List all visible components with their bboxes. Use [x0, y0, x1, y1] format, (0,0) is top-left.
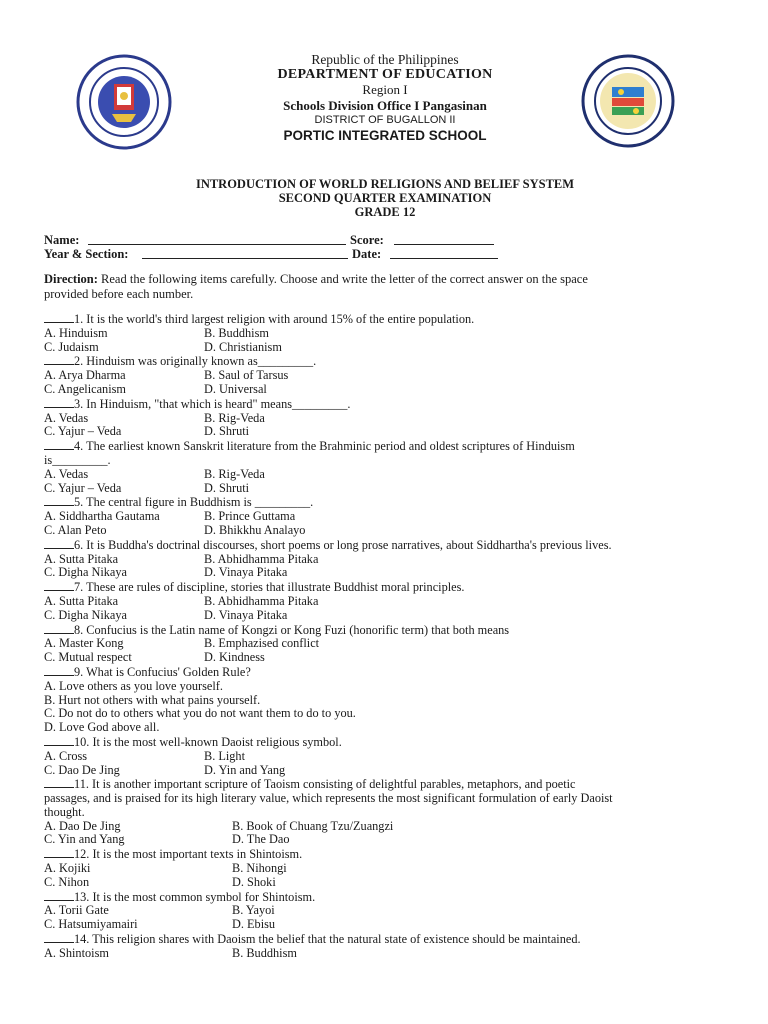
answer-option: C. Digha Nikaya — [44, 565, 127, 580]
answer-option: B. Yayoi — [232, 903, 275, 918]
deped-seal-icon — [76, 54, 172, 150]
question-item — [44, 312, 614, 354]
option-row — [44, 510, 614, 524]
question-item — [44, 439, 614, 495]
option-row — [44, 750, 614, 764]
score-label: Score: — [350, 233, 384, 247]
question-item — [44, 397, 614, 439]
question-text — [44, 665, 614, 680]
answer-option: B. Saul of Tarsus — [204, 368, 289, 383]
question-text — [44, 580, 614, 595]
question-item — [44, 623, 614, 665]
question-stem: 9. What is Confucius' Golden Rule? — [74, 664, 251, 679]
answer-option: C. Angelicanism — [44, 381, 126, 396]
answer-option: A. Kojiki — [44, 861, 91, 876]
option-row — [44, 468, 614, 482]
question-item — [44, 735, 614, 777]
answer-option: D. Ebisu — [232, 917, 276, 932]
date-field[interactable] — [390, 247, 498, 259]
question-text — [44, 777, 614, 819]
option-row — [44, 566, 614, 580]
question-stem: 11. It is another important scripture of Taoism consisting of delightful parables, metaphors, and poetic passages, and is praised for its high literary value, which represents the most significant formulation of early Daoist thought. — [44, 777, 613, 819]
question-stem: 14. This religion shares with Daoism the belief that the natural state of existence should be maintained. — [74, 932, 581, 947]
answer-option: D. Shruti — [204, 424, 250, 439]
answer-option: C. Dao De Jing — [44, 762, 120, 777]
option-row — [44, 833, 614, 847]
name-score-row — [44, 233, 564, 247]
option-row — [44, 383, 614, 397]
option-row — [44, 482, 614, 496]
answer-option: B. Prince Guttama — [204, 509, 296, 524]
answer-option: A. Sutta Pitaka — [44, 551, 119, 566]
option-row — [44, 947, 614, 961]
answer-option: D. Christianism — [204, 339, 282, 354]
question-text — [44, 847, 614, 862]
question-item — [44, 354, 614, 396]
question-stem: 8. Confucius is the Latin name of Kongzi or Kong Fuzi (honorific term) that both means — [74, 622, 510, 637]
option-row — [44, 524, 614, 538]
answer-option: B. Abhidhamma Pitaka — [204, 593, 319, 608]
question-text — [44, 735, 614, 750]
question-text — [44, 623, 614, 638]
option-row — [44, 341, 614, 355]
option-row — [44, 609, 614, 623]
question-text — [44, 354, 614, 369]
exam-subtitle: SECOND QUARTER EXAMINATION — [278, 191, 492, 205]
answer-option: B. Light — [204, 748, 245, 763]
exam-title: INTRODUCTION OF WORLD RELIGIONS AND BELIEF SYSTEM — [195, 177, 575, 191]
direction-paragraph — [44, 272, 604, 302]
answer-option: A. Vedas — [44, 466, 89, 481]
question-stem: 13. It is the most common symbol for Shintoism. — [74, 889, 316, 904]
answer-option: C. Alan Peto — [44, 522, 107, 537]
answer-option: D. The Dao — [232, 832, 290, 847]
answer-option: A. Cross — [44, 748, 88, 763]
answer-option: B. Nihongi — [232, 861, 287, 876]
answer-option: D. Kindness — [204, 650, 265, 665]
direction-text: Read the following items carefully. Choose and write the letter of the correct answer on the space provided before each number. — [44, 272, 588, 301]
answer-blank[interactable] — [44, 439, 74, 450]
answer-option: B. Hurt not others with what pains yourself. — [44, 692, 261, 707]
answer-option: B. Rig-Veda — [204, 466, 265, 481]
option-row — [44, 595, 614, 609]
question-stem: 3. In Hinduism, "that which is heard" means_________. — [74, 396, 351, 411]
answer-option: D. Universal — [204, 381, 267, 396]
answer-blank[interactable] — [44, 665, 74, 676]
division-office-line: Schools Division Office I Pangasinan — [283, 98, 487, 113]
answer-option: A. Siddhartha Gautama — [44, 509, 160, 524]
answer-option: A. Dao De Jing — [44, 818, 121, 833]
year-section-label: Year & Section: — [44, 247, 129, 261]
answer-blank[interactable] — [44, 932, 74, 943]
question-item — [44, 495, 614, 537]
answer-option: B. Buddhism — [204, 325, 269, 340]
answer-option: A. Hinduism — [44, 325, 108, 340]
answer-blank[interactable] — [44, 580, 74, 591]
answer-option: D. Bhikkhu Analayo — [204, 522, 306, 537]
department-line: DEPARTMENT OF EDUCATION — [277, 67, 493, 82]
question-item — [44, 932, 614, 961]
answer-blank[interactable] — [44, 890, 74, 901]
answer-blank[interactable] — [44, 735, 74, 746]
answer-option: C. Yajur – Veda — [44, 424, 122, 439]
answer-blank[interactable] — [44, 777, 74, 788]
grade-level: GRADE 12 — [354, 205, 416, 219]
option-row — [44, 553, 614, 567]
document-header — [0, 52, 768, 144]
answer-option: D. Love God above all. — [44, 720, 160, 735]
question-text — [44, 439, 614, 468]
answer-option: C. Judaism — [44, 339, 99, 354]
answer-option: C. Yajur – Veda — [44, 480, 122, 495]
region-line: Region I — [362, 82, 408, 97]
answer-option: D. Yin and Yang — [204, 762, 286, 777]
answer-option: C. Mutual respect — [44, 650, 132, 665]
question-item — [44, 580, 614, 622]
question-item — [44, 847, 614, 889]
option-row — [44, 904, 614, 918]
option-row — [44, 369, 614, 383]
option-row — [44, 327, 614, 341]
option-row — [44, 637, 614, 651]
answer-blank[interactable] — [44, 538, 74, 549]
answer-option: C. Nihon — [44, 874, 90, 889]
question-text — [44, 890, 614, 905]
option-row — [44, 876, 614, 890]
question-stem: 5. The central figure in Buddhism is _________. — [74, 495, 314, 510]
question-stem: 4. The earliest known Sanskrit literature from the Brahminic period and oldest scriptures of Hinduism is_________. — [44, 439, 575, 467]
answer-blank[interactable] — [44, 397, 74, 408]
option-row — [44, 425, 614, 439]
question-text — [44, 397, 614, 412]
date-label: Date: — [352, 247, 382, 261]
answer-option: C. Hatsumiyamairi — [44, 917, 138, 932]
answer-option: A. Love others as you love yourself. — [44, 678, 223, 693]
year-section-field[interactable] — [142, 247, 348, 259]
score-field[interactable] — [394, 233, 494, 245]
question-text — [44, 932, 614, 947]
answer-option: A. Master Kong — [44, 636, 124, 651]
answer-option: A. Shintoism — [44, 945, 109, 960]
option-row — [44, 412, 614, 426]
school-name: PORTIC INTEGRATED SCHOOL — [283, 128, 487, 143]
name-label: Name: — [44, 233, 80, 247]
answer-option: D. Vinaya Pitaka — [204, 607, 288, 622]
answer-option: A. Sutta Pitaka — [44, 593, 119, 608]
question-list — [44, 312, 614, 961]
direction-label: Direction: — [44, 272, 98, 286]
question-stem: 2. Hinduism was originally known as_________. — [74, 354, 317, 369]
question-item — [44, 777, 614, 847]
answer-option: B. Rig-Veda — [204, 410, 265, 425]
republic-line: Republic of the Philippines — [311, 52, 459, 67]
question-stem: 1. It is the world's third largest religion with around 15% of the entire population. — [74, 312, 475, 326]
option-row — [44, 820, 614, 834]
question-stem: 10. It is the most well-known Daoist religious symbol. — [74, 734, 342, 749]
name-field[interactable] — [88, 233, 346, 245]
answer-blank[interactable] — [44, 623, 74, 634]
option-row — [44, 918, 614, 932]
question-text — [44, 538, 614, 553]
answer-option: D. Shoki — [232, 874, 276, 889]
answer-option: C. Yin and Yang — [44, 832, 125, 847]
answer-blank[interactable] — [44, 847, 74, 858]
question-item — [44, 890, 614, 932]
option-row — [44, 651, 614, 665]
option-row — [44, 862, 614, 876]
division-office-seal-icon — [581, 54, 675, 148]
year-date-row — [44, 247, 564, 261]
question-text — [44, 312, 614, 327]
answer-blank[interactable] — [44, 312, 74, 323]
question-text — [44, 495, 614, 510]
answer-option: C. Do not do to others what you do not want them to do to you. — [44, 706, 356, 721]
answer-option: A. Vedas — [44, 410, 89, 425]
answer-option: A. Torii Gate — [44, 903, 109, 918]
answer-blank[interactable] — [44, 495, 74, 506]
answer-option: C. Digha Nikaya — [44, 607, 127, 622]
answer-option: B. Emphazised conflict — [204, 636, 320, 651]
question-stem: 6. It is Buddha's doctrinal discourses, short poems or long prose narratives, about Siddhartha's previous lives. — [74, 537, 612, 552]
answer-option: B. Abhidhamma Pitaka — [204, 551, 319, 566]
student-info-fields — [44, 233, 564, 261]
option-row — [44, 764, 614, 778]
answer-option: D. Shruti — [204, 480, 250, 495]
answer-option: A. Arya Dharma — [44, 368, 126, 383]
question-stem: 7. These are rules of discipline, stories that illustrate Buddhist moral principles. — [74, 580, 465, 595]
answer-blank[interactable] — [44, 354, 74, 365]
question-item — [44, 665, 614, 735]
question-stem: 12. It is the most important texts in Shintoism. — [74, 847, 303, 862]
answer-option: B. Buddhism — [232, 945, 297, 960]
district-line: DISTRICT OF BUGALLON II — [314, 114, 456, 126]
answer-option: D. Vinaya Pitaka — [204, 565, 288, 580]
answer-option: B. Book of Chuang Tzu/Zuangzi — [232, 818, 394, 833]
question-item — [44, 538, 614, 580]
